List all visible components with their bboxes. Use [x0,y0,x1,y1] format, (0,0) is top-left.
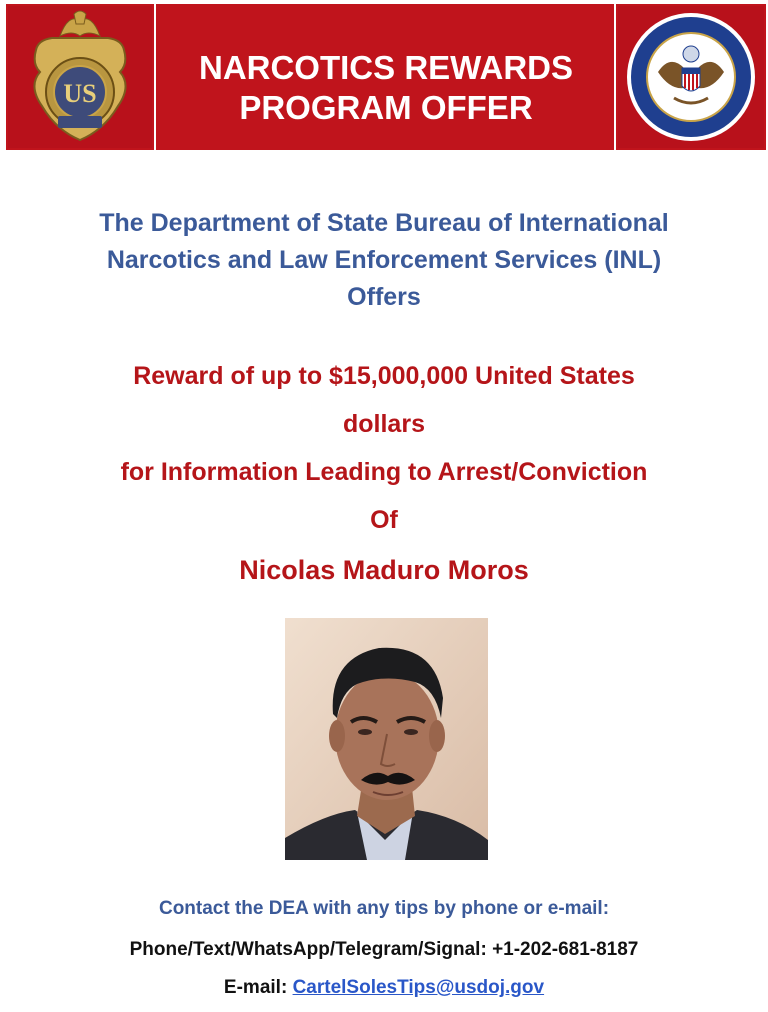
banner-title-line2: PROGRAM OFFER [239,89,533,126]
reward-line1: Reward of up to $15,000,000 United States [133,362,635,390]
banner-divider-left [154,4,156,150]
email-link[interactable]: CartelSolesTips@usdoj.gov [292,977,545,998]
banner-title [166,48,606,128]
email-label: E-mail: [223,977,288,998]
phone-line [20,939,748,961]
banner-divider-right [614,4,616,150]
reward-line2: dollars [343,410,425,438]
email-line [20,977,748,999]
dea-badge-icon [8,6,152,148]
department-heading [40,205,728,316]
department-line3: Offers [347,283,421,311]
reward-line4: Of [370,506,398,534]
department-line1: The Department of State Bureau of International [99,209,669,237]
reward-subject-name: Nicolas Maduro Moros [239,555,529,585]
phone-label: Phone/Text/WhatsApp/Telegram/Signal [129,939,481,960]
department-of-state-seal-icon [618,6,764,148]
phone-separator: : [480,939,493,960]
badge-letters: US [63,79,97,108]
department-line2: Narcotics and Law Enforcement Services (INL) [106,246,662,274]
reward-line3: for Information Leading to Arrest/Conviction [120,458,648,486]
phone-number[interactable]: +1-202-681-8187 [492,939,639,960]
banner-title-line1: NARCOTICS REWARDS [198,49,573,86]
portrait-illustration [285,618,488,860]
portrait-photo [285,618,488,860]
seal-panel [618,6,764,148]
badge-panel [8,6,152,148]
header-banner [6,4,766,150]
reward-block [40,352,728,596]
contact-heading: Contact the DEA with any tips by phone or e-mail: [158,898,610,919]
